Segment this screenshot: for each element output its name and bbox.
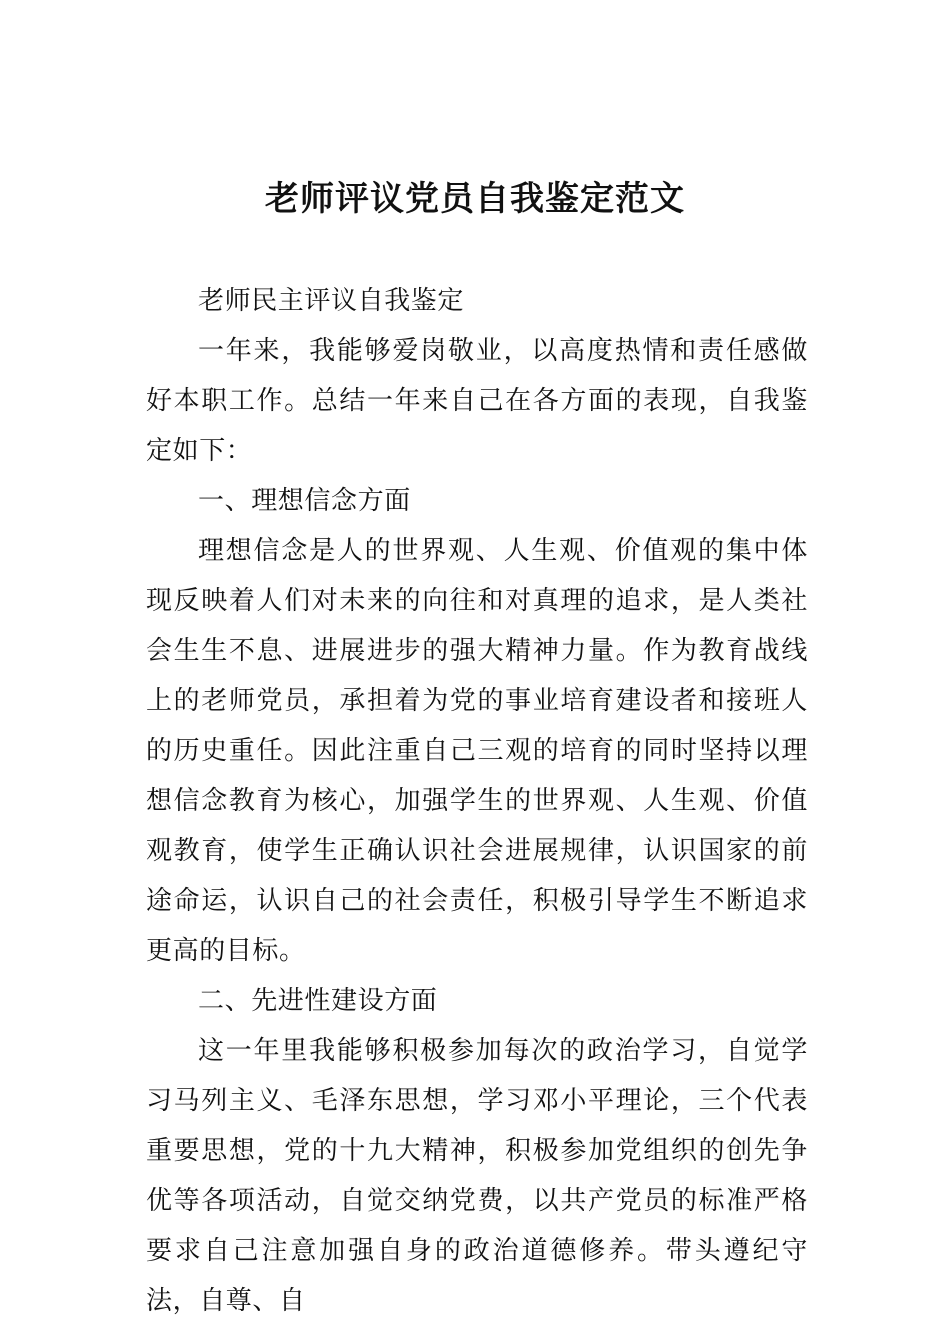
paragraph-ideals: 理想信念是人的世界观、人生观、价值观的集中体现反映着人们对未来的向往和对真理的追求，是人类社会生生不息、进展进步的强大精神力量。作为教育战线上的老师党员，承担着为党的事业培育建设者和接班人的历史重任。因此注重自己三观的培育的同时坚持以理想信念教育为核心，加强学生的世界观、人生观、价值观教育，使学生正确认识社会进展规律，认识国家的前途命运，认识自己的社会责任，积极引导学生不断追求更高的目标。 [146,536,808,966]
section-heading-advanced: 二、先进性建设方面 [198,986,438,1016]
paragraph-intro: 一年来，我能够爱岗敬业，以高度热情和责任感做好本职工作。总结一年来自己在各方面的表现，自我鉴定如下： [146,336,808,466]
section-heading-ideals: 一、理想信念方面 [198,486,411,516]
paragraph-advanced: 这一年里我能够积极参加每次的政治学习，自觉学习马列主义、毛泽东思想，学习邓小平理论，三个代表重要思想，党的十九大精神，积极参加党组织的创先争优等各项活动，自觉交纳党费，以共产党员的标准严格要求自己注意加强自身的政治道德修养。带头遵纪守法，自尊、自 [146,1036,808,1316]
document-body [146,276,808,1326]
document-title: 老师评议党员自我鉴定范文 [265,179,685,219]
paragraph-subtitle: 老师民主评议自我鉴定 [198,286,465,316]
